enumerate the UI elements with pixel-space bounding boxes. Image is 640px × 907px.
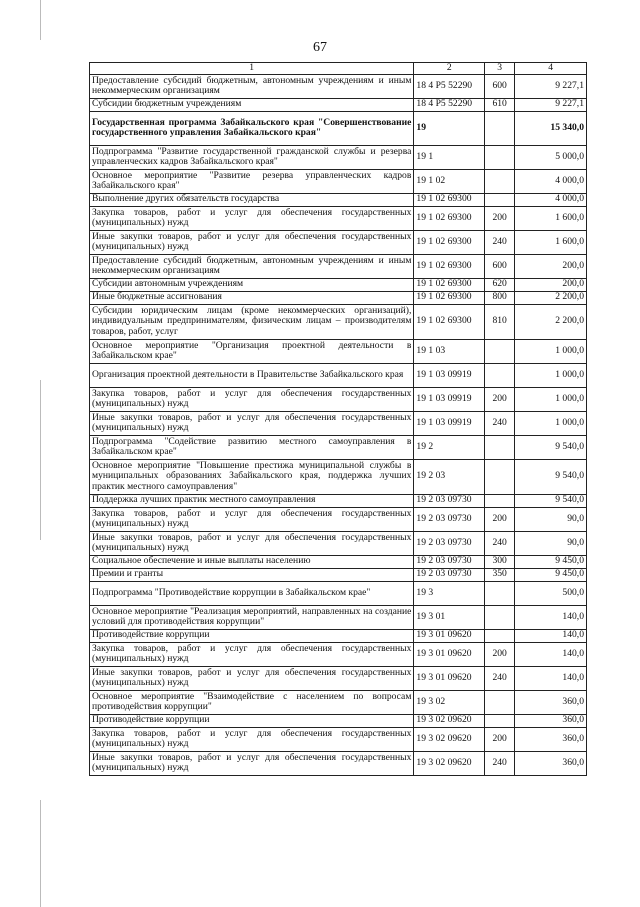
row-sum: 1 600,0 bbox=[515, 230, 587, 254]
row-sum: 360,0 bbox=[515, 751, 587, 775]
row-sum: 9 540,0 bbox=[515, 435, 587, 459]
table-row bbox=[90, 230, 587, 254]
row-vr bbox=[485, 629, 515, 642]
row-vr bbox=[485, 435, 515, 459]
row-vr bbox=[485, 581, 515, 605]
row-sum: 1 000,0 bbox=[515, 387, 587, 411]
row-code: 19 1 bbox=[414, 145, 485, 169]
row-vr: 600 bbox=[485, 254, 515, 278]
row-code: 19 1 02 69300 bbox=[414, 206, 485, 230]
row-name: Противодействие коррупции bbox=[90, 629, 414, 642]
row-code: 19 1 03 bbox=[414, 339, 485, 363]
row-name: Социальное обеспечение и иные выплаты населению bbox=[90, 555, 414, 568]
table-row bbox=[90, 581, 587, 605]
row-vr: 620 bbox=[485, 278, 515, 291]
row-code: 19 3 02 09620 bbox=[414, 751, 485, 775]
row-sum: 1 000,0 bbox=[515, 339, 587, 363]
row-code: 19 3 01 09620 bbox=[414, 629, 485, 642]
row-code: 19 1 02 bbox=[414, 169, 485, 193]
row-code: 19 3 bbox=[414, 581, 485, 605]
budget-table bbox=[89, 62, 587, 776]
row-sum: 9 540,0 bbox=[515, 494, 587, 507]
row-sum: 360,0 bbox=[515, 714, 587, 727]
table-row bbox=[90, 254, 587, 278]
row-name: Основное мероприятие "Повышение престижа муниципальной службы в муниципальных образованиях Забайкальского края, поддержка лучших практик местного самоуправления" bbox=[90, 459, 414, 494]
row-name: Закупка товаров, работ и услуг для обеспечения государственных (муниципальных) нужд bbox=[90, 642, 414, 666]
row-vr bbox=[485, 145, 515, 169]
row-code: 19 2 03 09730 bbox=[414, 531, 485, 555]
row-sum: 1 000,0 bbox=[515, 363, 587, 387]
row-code: 19 1 02 69300 bbox=[414, 254, 485, 278]
table-row bbox=[90, 363, 587, 387]
table-row bbox=[90, 459, 587, 494]
row-sum: 140,0 bbox=[515, 642, 587, 666]
margin-line bbox=[40, 380, 41, 540]
row-name: Субсидии юридическим лицам (кроме некоммерческих организаций), индивидуальным предпринимателям, физическим лицам – производителям товаров, работ, услуг bbox=[90, 304, 414, 339]
row-name: Иные закупки товаров, работ и услуг для обеспечения государственных (муниципальных) нужд bbox=[90, 230, 414, 254]
row-name: Закупка товаров, работ и услуг для обеспечения государственных (муниципальных) нужд bbox=[90, 387, 414, 411]
row-vr bbox=[485, 169, 515, 193]
row-code: 18 4 P5 52290 bbox=[414, 98, 485, 111]
row-sum: 9 450,0 bbox=[515, 555, 587, 568]
column-header-sum: 4 bbox=[515, 63, 587, 75]
row-vr: 800 bbox=[485, 291, 515, 304]
row-sum: 140,0 bbox=[515, 666, 587, 690]
table-row bbox=[90, 666, 587, 690]
row-vr: 200 bbox=[485, 727, 515, 751]
row-name: Закупка товаров, работ и услуг для обеспечения государственных (муниципальных) нужд bbox=[90, 727, 414, 751]
row-name: Выполнение других обязательств государства bbox=[90, 193, 414, 206]
row-code: 19 2 03 09730 bbox=[414, 507, 485, 531]
row-vr bbox=[485, 605, 515, 629]
row-sum: 360,0 bbox=[515, 690, 587, 714]
table-row bbox=[90, 568, 587, 581]
table-header-row bbox=[90, 63, 587, 75]
row-sum: 1 600,0 bbox=[515, 206, 587, 230]
column-header-name: 1 bbox=[90, 63, 414, 75]
row-sum: 200,0 bbox=[515, 254, 587, 278]
row-code: 19 2 bbox=[414, 435, 485, 459]
table-row bbox=[90, 690, 587, 714]
row-sum: 4 000,0 bbox=[515, 193, 587, 206]
row-code: 19 2 03 09730 bbox=[414, 568, 485, 581]
table-row bbox=[90, 494, 587, 507]
row-name: Поддержка лучших практик местного самоуправления bbox=[90, 494, 414, 507]
row-sum: 9 540,0 bbox=[515, 459, 587, 494]
row-name: Противодействие коррупции bbox=[90, 714, 414, 727]
table-row bbox=[90, 727, 587, 751]
row-name: Основное мероприятие "Взаимодействие с населением по вопросам противодействия коррупции" bbox=[90, 690, 414, 714]
row-code: 19 1 02 69300 bbox=[414, 193, 485, 206]
row-sum: 500,0 bbox=[515, 581, 587, 605]
row-vr: 200 bbox=[485, 507, 515, 531]
row-name: Субсидии автономным учреждениям bbox=[90, 278, 414, 291]
row-name: Предоставление субсидий бюджетным, автономным учреждениям и иным некоммерческим организациям bbox=[90, 254, 414, 278]
table-row bbox=[90, 507, 587, 531]
row-sum: 9 227,1 bbox=[515, 74, 587, 98]
row-name: Иные закупки товаров, работ и услуг для обеспечения государственных (муниципальных) нужд bbox=[90, 666, 414, 690]
row-vr: 240 bbox=[485, 411, 515, 435]
row-vr: 240 bbox=[485, 666, 515, 690]
table-row bbox=[90, 387, 587, 411]
row-name: Закупка товаров, работ и услуг для обеспечения государственных (муниципальных) нужд bbox=[90, 507, 414, 531]
page-number: 67 bbox=[313, 40, 327, 55]
row-sum: 15 340,0 bbox=[515, 111, 587, 145]
row-sum: 2 200,0 bbox=[515, 304, 587, 339]
table-row bbox=[90, 435, 587, 459]
row-name: Иные бюджетные ассигнования bbox=[90, 291, 414, 304]
row-sum: 360,0 bbox=[515, 727, 587, 751]
table-row bbox=[90, 169, 587, 193]
row-name: Организация проектной деятельности в Правительстве Забайкальского края bbox=[90, 363, 414, 387]
row-code: 19 2 03 09730 bbox=[414, 494, 485, 507]
row-code: 19 1 02 69300 bbox=[414, 278, 485, 291]
column-header-vr: 3 bbox=[485, 63, 515, 75]
row-code: 19 1 03 09919 bbox=[414, 411, 485, 435]
table-row bbox=[90, 206, 587, 230]
row-sum: 140,0 bbox=[515, 605, 587, 629]
row-vr: 240 bbox=[485, 751, 515, 775]
row-name: Иные закупки товаров, работ и услуг для обеспечения государственных (муниципальных) нужд bbox=[90, 531, 414, 555]
row-name: Предоставление субсидий бюджетным, автономным учреждениям и иным некоммерческим организациям bbox=[90, 74, 414, 98]
row-vr bbox=[485, 714, 515, 727]
row-code: 19 1 02 69300 bbox=[414, 304, 485, 339]
row-vr bbox=[485, 459, 515, 494]
row-vr: 300 bbox=[485, 555, 515, 568]
row-vr: 350 bbox=[485, 568, 515, 581]
row-name: Основное мероприятие "Развитие резерва управленческих кадров Забайкальского края" bbox=[90, 169, 414, 193]
margin-line bbox=[40, 800, 41, 907]
row-code: 19 bbox=[414, 111, 485, 145]
row-vr: 810 bbox=[485, 304, 515, 339]
table-row bbox=[90, 74, 587, 98]
table-row bbox=[90, 605, 587, 629]
row-name: Подпрограмма "Развитие государственной гражданской службы и резерва управленческих кадров Забайкальского края" bbox=[90, 145, 414, 169]
row-name: Подпрограмма "Противодействие коррупции в Забайкальском крае" bbox=[90, 581, 414, 605]
table-row bbox=[90, 193, 587, 206]
row-name: Подпрограмма "Содействие развитию местного самоуправления в Забайкальском крае" bbox=[90, 435, 414, 459]
row-sum: 4 000,0 bbox=[515, 169, 587, 193]
row-vr: 610 bbox=[485, 98, 515, 111]
row-vr bbox=[485, 339, 515, 363]
row-code: 19 3 02 bbox=[414, 690, 485, 714]
row-name: Премии и гранты bbox=[90, 568, 414, 581]
table-row bbox=[90, 411, 587, 435]
row-code: 18 4 P5 52290 bbox=[414, 74, 485, 98]
row-code: 19 1 02 69300 bbox=[414, 230, 485, 254]
table-row bbox=[90, 98, 587, 111]
table-row bbox=[90, 304, 587, 339]
row-vr: 240 bbox=[485, 230, 515, 254]
margin-line bbox=[40, 0, 41, 40]
row-vr: 200 bbox=[485, 642, 515, 666]
table-row bbox=[90, 714, 587, 727]
row-name: Основное мероприятие "Реализация мероприятий, направленных на создание условий для противодействия коррупции" bbox=[90, 605, 414, 629]
row-code: 19 2 03 09730 bbox=[414, 555, 485, 568]
row-vr bbox=[485, 111, 515, 145]
row-vr bbox=[485, 363, 515, 387]
row-vr: 600 bbox=[485, 74, 515, 98]
table-row bbox=[90, 145, 587, 169]
row-name: Иные закупки товаров, работ и услуг для обеспечения государственных (муниципальных) нужд bbox=[90, 751, 414, 775]
row-name: Закупка товаров, работ и услуг для обеспечения государственных (муниципальных) нужд bbox=[90, 206, 414, 230]
row-vr: 200 bbox=[485, 206, 515, 230]
row-sum: 1 000,0 bbox=[515, 411, 587, 435]
row-sum: 200,0 bbox=[515, 278, 587, 291]
table-row bbox=[90, 278, 587, 291]
row-sum: 90,0 bbox=[515, 507, 587, 531]
table-row bbox=[90, 291, 587, 304]
row-sum: 140,0 bbox=[515, 629, 587, 642]
row-name: Основное мероприятие "Организация проектной деятельности в Забайкальском крае" bbox=[90, 339, 414, 363]
row-code: 19 3 02 09620 bbox=[414, 714, 485, 727]
row-vr: 200 bbox=[485, 387, 515, 411]
table-row bbox=[90, 555, 587, 568]
row-code: 19 3 01 09620 bbox=[414, 666, 485, 690]
row-name: Иные закупки товаров, работ и услуг для обеспечения государственных (муниципальных) нужд bbox=[90, 411, 414, 435]
table-row bbox=[90, 339, 587, 363]
row-sum: 5 000,0 bbox=[515, 145, 587, 169]
table-row bbox=[90, 629, 587, 642]
row-name: Субсидии бюджетным учреждениям bbox=[90, 98, 414, 111]
row-code: 19 3 01 09620 bbox=[414, 642, 485, 666]
table-row bbox=[90, 531, 587, 555]
table-row bbox=[90, 642, 587, 666]
row-sum: 9 227,1 bbox=[515, 98, 587, 111]
table-body bbox=[90, 74, 587, 775]
row-code: 19 1 02 69300 bbox=[414, 291, 485, 304]
table-row bbox=[90, 751, 587, 775]
row-vr bbox=[485, 690, 515, 714]
row-vr bbox=[485, 494, 515, 507]
table-row bbox=[90, 111, 587, 145]
row-code: 19 3 02 09620 bbox=[414, 727, 485, 751]
row-vr bbox=[485, 193, 515, 206]
row-sum: 90,0 bbox=[515, 531, 587, 555]
row-code: 19 3 01 bbox=[414, 605, 485, 629]
row-code: 19 1 03 09919 bbox=[414, 387, 485, 411]
row-sum: 2 200,0 bbox=[515, 291, 587, 304]
row-sum: 9 450,0 bbox=[515, 568, 587, 581]
row-code: 19 2 03 bbox=[414, 459, 485, 494]
row-code: 19 1 03 09919 bbox=[414, 363, 485, 387]
row-vr: 240 bbox=[485, 531, 515, 555]
column-header-code: 2 bbox=[414, 63, 485, 75]
row-name: Государственная программа Забайкальского края "Совершенствование государственного управления Забайкальского края" bbox=[90, 111, 414, 145]
